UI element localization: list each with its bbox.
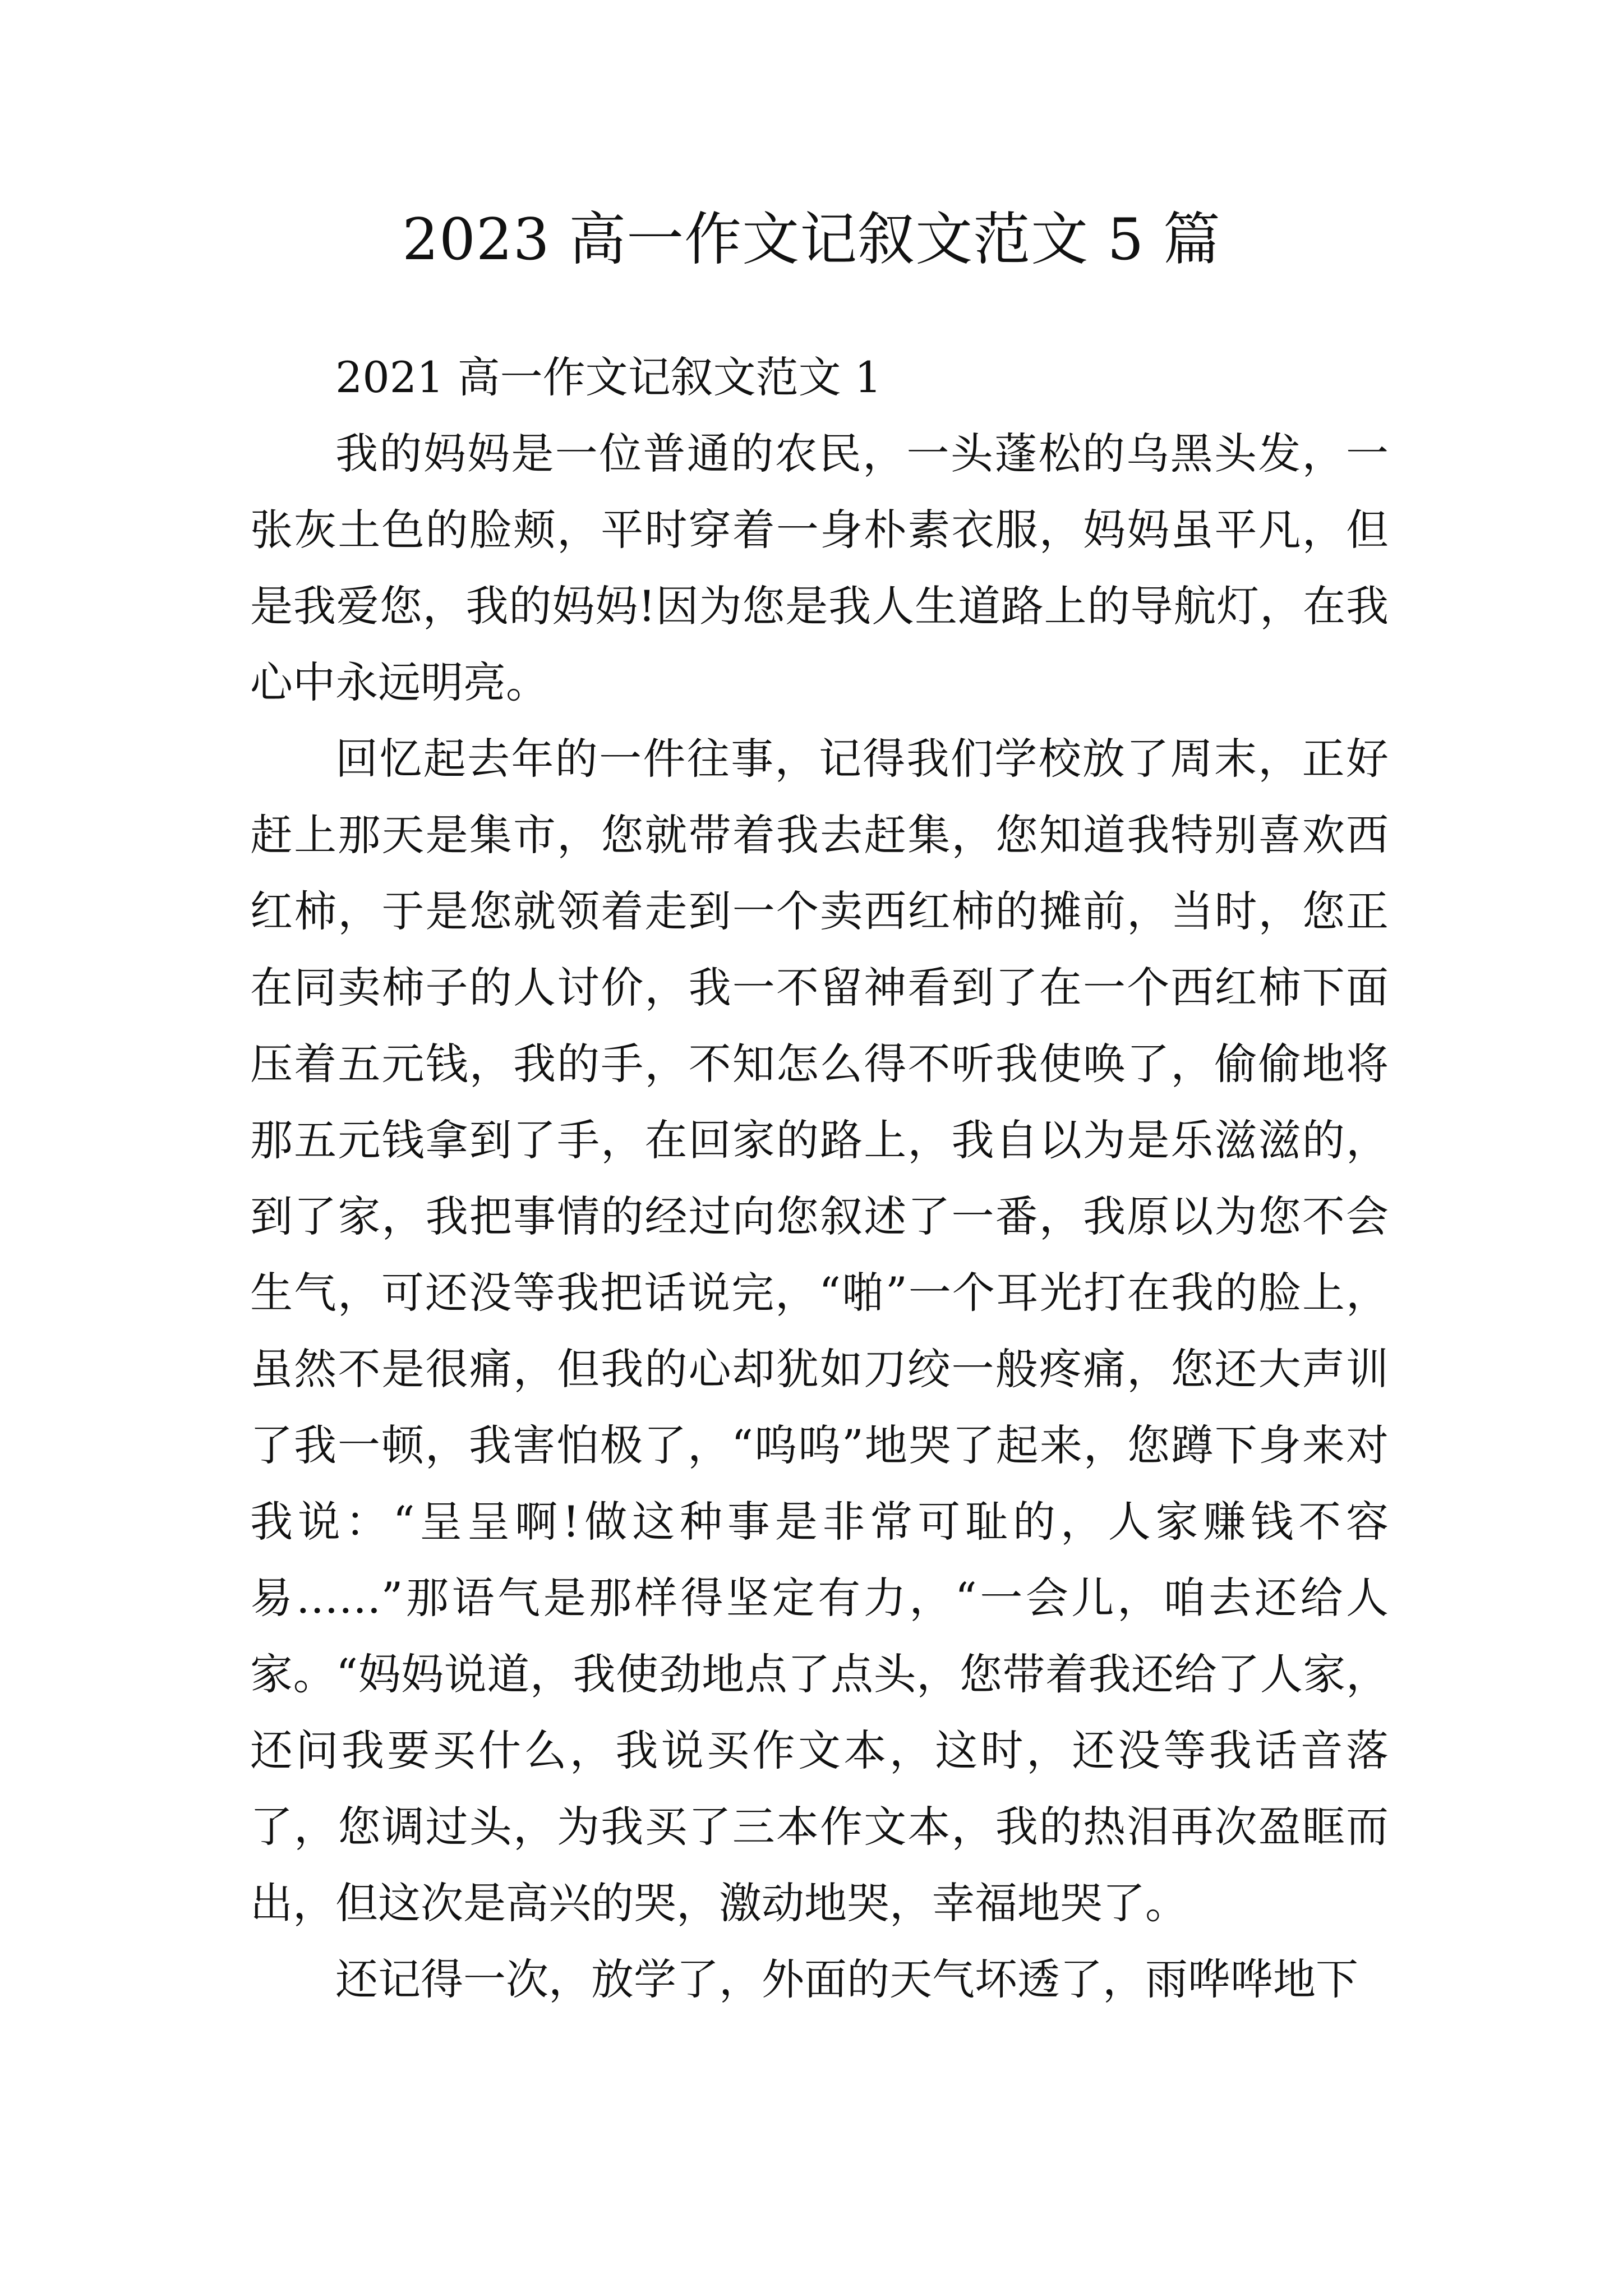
paragraph: 回忆起去年的一件往事，记得我们学校放了周末，正好赶上那天是集市，您就带着我去赶集，您知道我特别喜欢西红柿，于是您就领着走到一个卖西红柿的摊前，当时，您正在同卖柿子的人讨价，我一不留神看到了在一个西红柿下面压着五元钱，我的手，不知怎么得不听我使唤了，偷偷地将那五元钱拿到了手，在回家的路上，我自以为是乐滋滋的，到了家，我把事情的经过向您叙述了一番，我原以为您不会生气，可还没等我把话说完，“啪”一个耳光打在我的脸上，虽然不是很痛，但我的心却犹如刀绞一般疼痛，您还大声训了我一顿，我害怕极了，“呜呜”地哭了起来，您蹲下身来对我说：“呈呈啊!做这种事是非常可耻的，人家赚钱不容易……”那语气是那样得坚定有力，“一会儿，咱去还给人家。“妈妈说道，我使劲地点了点头，您带着我还给了人家，还问我要买什么，我说买作文本，这时，还没等我话音落了，您调过头，为我买了三本作文本，我的热泪再次盈眶而出，但这次是高兴的哭，激动地哭，幸福地哭了。 (250, 734, 1389, 1928)
paragraph: 我的妈妈是一位普通的农民，一头蓬松的乌黑头发，一张灰土色的脸颊，平时穿着一身朴素衣服，妈妈虽平凡，但是我爱您，我的妈妈!因为您是我人生道路上的导航灯，在我心中永远明亮。 (250, 429, 1389, 707)
document-title: 2023 高一作文记叙文范文 5 篇 (402, 206, 1221, 273)
paragraph: 还记得一次，放学了，外面的天气坏透了，雨哗哗地下 (335, 1954, 1358, 2004)
document-body (250, 339, 1389, 2018)
section-heading: 2021 高一作文记叙文范文 1 (335, 352, 882, 402)
